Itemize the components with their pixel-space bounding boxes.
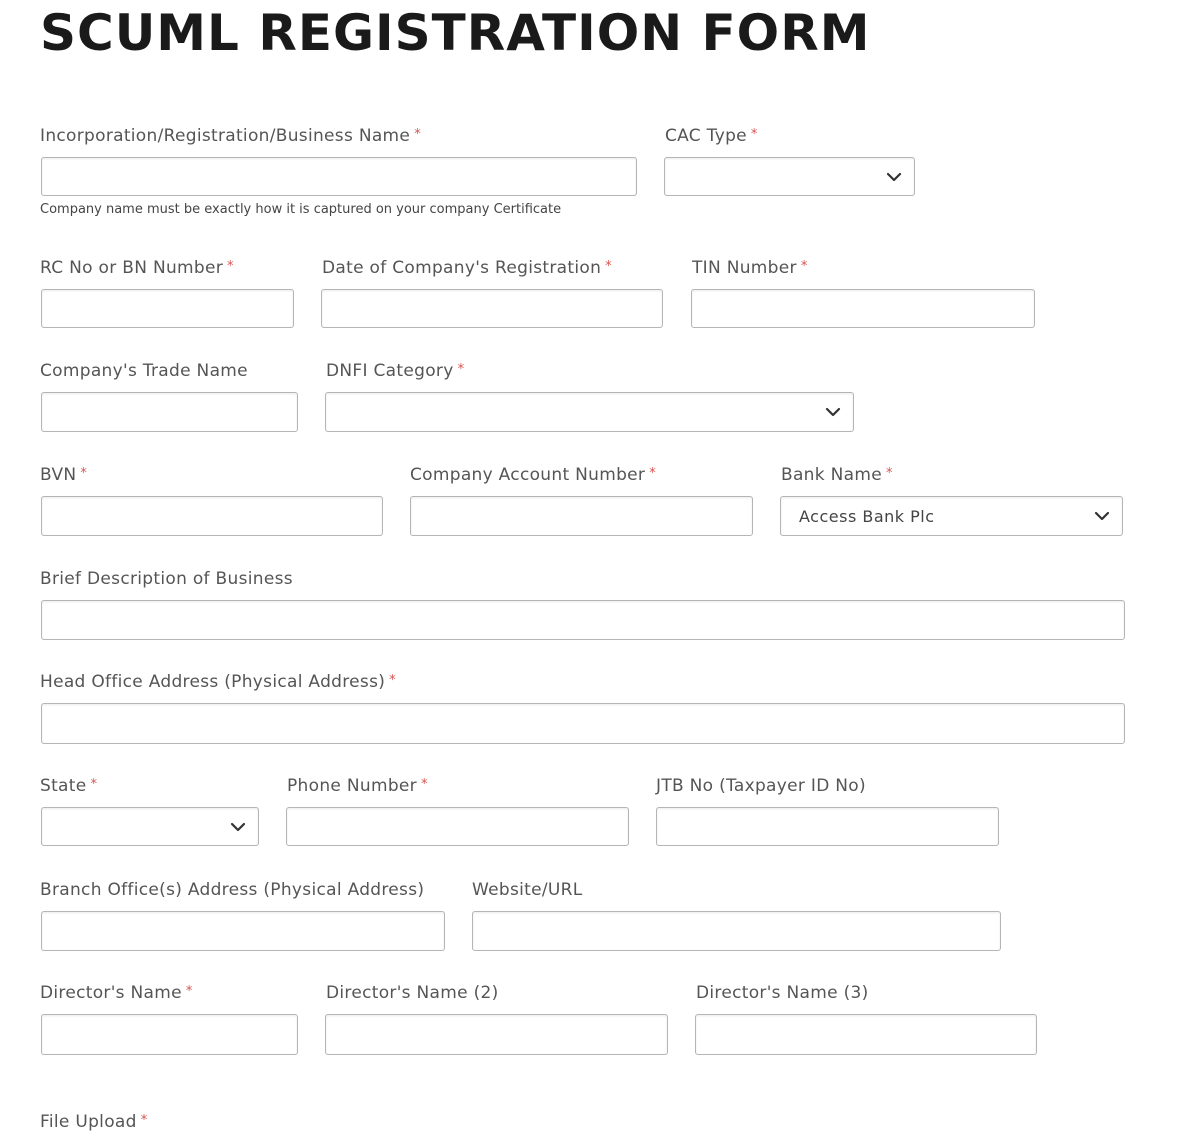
- account-number-input[interactable]: [410, 496, 753, 536]
- file-upload-label: File Upload *: [40, 1112, 148, 1132]
- required-marker: *: [649, 466, 657, 481]
- branch-address-label: Branch Office(s) Address (Physical Address): [40, 880, 425, 900]
- director-name-1-label: Director's Name *: [40, 983, 193, 1003]
- chevron-down-icon: [1094, 508, 1110, 524]
- page-title: SCUML REGISTRATION FORM: [40, 4, 871, 62]
- required-marker: *: [800, 259, 808, 274]
- tin-number-input[interactable]: [691, 289, 1035, 328]
- required-marker: *: [227, 259, 234, 274]
- dnfi-category-select[interactable]: [325, 392, 854, 432]
- trade-name-label: Company's Trade Name: [40, 361, 248, 381]
- branch-address-input[interactable]: [41, 911, 445, 951]
- cac-type-label: CAC Type *: [665, 126, 758, 146]
- rc-number-input[interactable]: [41, 289, 294, 328]
- director-name-2-input[interactable]: [325, 1014, 668, 1055]
- chevron-down-icon: [230, 819, 246, 835]
- chevron-down-icon: [886, 169, 902, 185]
- required-marker: *: [750, 127, 758, 142]
- head-office-address-input[interactable]: [41, 703, 1125, 744]
- required-marker: *: [185, 984, 193, 999]
- business-name-hint: Company name must be exactly how it is captured on your company Certificate: [40, 202, 562, 217]
- dnfi-category-label: DNFI Category *: [326, 361, 465, 381]
- bvn-label: BVN *: [40, 465, 88, 485]
- director-name-3-input[interactable]: [695, 1014, 1037, 1055]
- director-name-1-input[interactable]: [41, 1014, 298, 1055]
- registration-date-input[interactable]: [321, 289, 663, 328]
- business-description-label: Brief Description of Business: [40, 569, 293, 589]
- account-number-label: Company Account Number *: [410, 465, 657, 485]
- head-office-address-label: Head Office Address (Physical Address) *: [40, 672, 396, 692]
- required-marker: *: [90, 777, 98, 792]
- required-marker: *: [389, 673, 396, 688]
- chevron-down-icon: [825, 404, 841, 420]
- required-marker: *: [457, 362, 465, 377]
- trade-name-input[interactable]: [41, 392, 298, 432]
- jtb-number-input[interactable]: [656, 807, 999, 846]
- jtb-number-label: JTB No (Taxpayer ID No): [656, 776, 866, 796]
- required-marker: *: [80, 466, 88, 481]
- tin-number-label: TIN Number *: [692, 258, 808, 278]
- bank-name-value: Access Bank Plc: [799, 506, 935, 526]
- phone-number-label: Phone Number *: [287, 776, 428, 796]
- required-marker: *: [420, 777, 428, 792]
- required-marker: *: [140, 1113, 148, 1128]
- bank-name-label: Bank Name *: [781, 465, 893, 485]
- business-description-input[interactable]: [41, 600, 1125, 640]
- bvn-input[interactable]: [41, 496, 383, 536]
- phone-number-input[interactable]: [286, 807, 629, 846]
- business-name-input[interactable]: [41, 157, 637, 196]
- required-marker: *: [885, 466, 893, 481]
- state-select[interactable]: [41, 807, 259, 846]
- website-label: Website/URL: [472, 880, 583, 900]
- state-label: State *: [40, 776, 98, 796]
- required-marker: *: [414, 127, 421, 142]
- director-name-2-label: Director's Name (2): [326, 983, 499, 1003]
- registration-date-label: Date of Company's Registration *: [322, 258, 612, 278]
- website-input[interactable]: [472, 911, 1001, 951]
- bank-name-select[interactable]: [780, 496, 1123, 536]
- cac-type-select[interactable]: [664, 157, 915, 196]
- rc-number-label: RC No or BN Number *: [40, 258, 234, 278]
- business-name-label: Incorporation/Registration/Business Name *: [40, 126, 421, 146]
- required-marker: *: [605, 259, 612, 274]
- director-name-3-label: Director's Name (3): [696, 983, 869, 1003]
